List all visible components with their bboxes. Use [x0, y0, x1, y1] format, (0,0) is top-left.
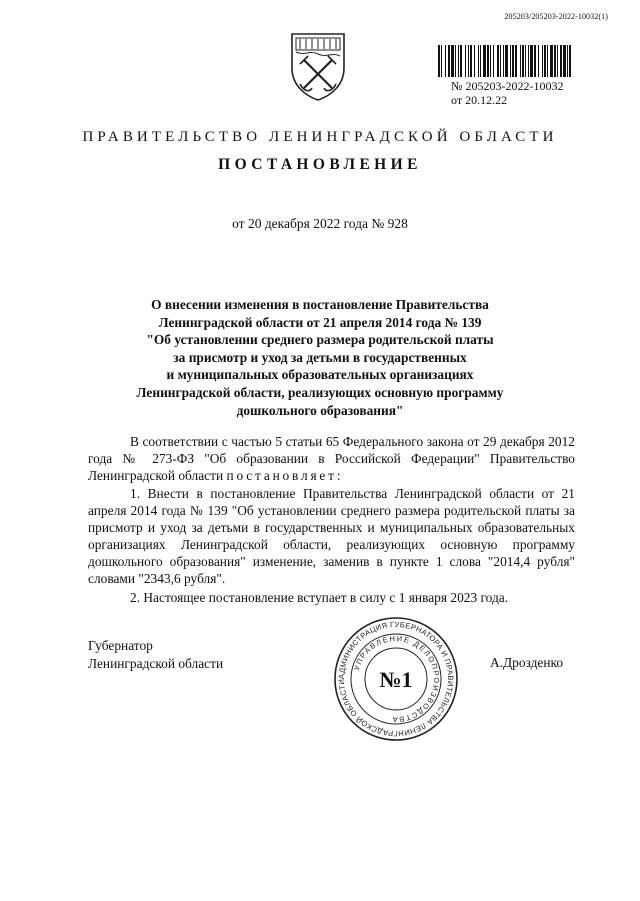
seal-number: №1: [379, 667, 413, 692]
barcode-bar: [538, 45, 539, 77]
document-subject: [80, 296, 560, 419]
barcode-bar: [554, 45, 556, 77]
item-1-text: 1. Внести в постановление Правительства Ленинградской области от 21 апреля 2014 года № 139 "Об установлении среднего размера родительской платы за присмотр и уход за детьми в государственных и муниципальных образовательных организациях Ленинградской области, реализующих основную программу дошкольного образования" изменение, заменив в пункте 1 слова "2014,4 рубля" словами "2343,6 рубля".: [88, 486, 575, 586]
barcode-bar: [497, 45, 499, 77]
barcode-bar: [458, 45, 459, 77]
barcode-bar: [563, 45, 566, 77]
barcode-bar: [569, 45, 571, 77]
item-2-paragraph: [88, 589, 575, 606]
barcode-bar: [567, 45, 568, 77]
barcode-bar: [512, 45, 514, 77]
barcode-bar: [465, 45, 466, 77]
subject-line: Ленинградской области, реализующих основную программу: [136, 384, 504, 400]
registration-stamp: [451, 79, 563, 107]
barcode-bar: [515, 45, 517, 77]
item-2-text: 2. Настоящее постановление вступает в силу с 1 января 2023 года.: [130, 590, 509, 605]
barcode-bar: [468, 45, 469, 77]
barcode-bar: [487, 45, 489, 77]
barcode-bar: [438, 45, 440, 77]
subject-line: дошкольного образования": [236, 402, 404, 418]
barcode-bar: [550, 45, 553, 77]
registration-date: от 20.12.22: [451, 93, 508, 107]
coat-of-arms-icon: [286, 30, 350, 102]
subject-line: "Об установлении среднего размера родительской платы: [146, 332, 494, 348]
authority-title: ПРАВИТЕЛЬСТВО ЛЕНИНГРАДСКОЙ ОБЛАСТИ: [82, 129, 558, 145]
barcode-bar: [483, 45, 486, 77]
subject-line: О внесении изменения в постановление Правительства: [151, 297, 489, 312]
barcode-bar: [522, 45, 524, 77]
barcode-bar: [451, 45, 454, 77]
document-type: ПОСТАНОВЛЕНИЕ: [218, 156, 422, 173]
barcode-bar: [528, 45, 529, 77]
subject-line: Ленинградской области от 21 апреля 2014 года № 139: [158, 314, 482, 330]
registration-number: № 205203-2022-10032: [451, 79, 564, 93]
item-1-paragraph: [88, 485, 575, 587]
barcode-icon: [438, 45, 573, 77]
seal-inner-text: УПРАВЛЕНИЕ ДЕЛОПРОИЗВОДСТВА: [352, 633, 442, 725]
barcode-bar: [510, 45, 511, 77]
barcode-bar: [460, 45, 462, 77]
signatory-position-line: Ленинградской области: [88, 656, 224, 671]
preamble-paragraph: [88, 433, 575, 484]
barcode-bar: [544, 45, 546, 77]
signatory-name: А.Дрозденко: [490, 655, 564, 670]
barcode-bar: [560, 45, 562, 77]
barcode-bar: [525, 45, 526, 77]
subject-line: и муниципальных образовательных организациях: [166, 367, 474, 383]
barcode-bar: [490, 45, 491, 77]
barcode-bar: [455, 45, 456, 77]
barcode-bar: [474, 45, 475, 77]
barcode-bar: [534, 45, 536, 77]
barcode-bar: [530, 45, 533, 77]
document-date-number: от 20 декабря 2022 года № 928: [232, 216, 408, 231]
barcode-bar: [542, 45, 543, 77]
barcode-bar: [445, 45, 446, 77]
signatory-position-line: Губернатор: [88, 638, 153, 653]
barcode-bar: [500, 45, 501, 77]
barcode-bar: [547, 45, 548, 77]
barcode-bar: [557, 45, 558, 77]
preamble-text: В соответствии с частью 5 статьи 65 Федерального закона от 29 декабря 2012 года № 273-ФЗ "Об образовании в Российской Федерации" Правительство Ленинградской области: [88, 434, 575, 483]
barcode-bar: [448, 45, 450, 77]
decree-word: постановляет:: [226, 468, 344, 483]
barcode-bar: [505, 45, 508, 77]
signatory-position: [88, 637, 223, 673]
barcode-bar: [520, 45, 521, 77]
official-seal: [332, 615, 460, 743]
seal-ring-text: АДМИНИСТРАЦИЯ ГУБЕРНАТОРА И ПРАВИТЕЛЬСТВА ЛЕНИНГРАДСКОЙ ОБЛАСТИ: [336, 619, 456, 739]
document-code: 205203/205203-2022-10032(1): [504, 12, 608, 21]
barcode-bar: [470, 45, 472, 77]
barcode-bar: [493, 45, 494, 77]
barcode-bar: [503, 45, 504, 77]
subject-line: за присмотр и уход за детьми в государственных: [173, 349, 467, 365]
barcode-bar: [441, 45, 442, 77]
barcode-bar: [478, 45, 479, 77]
barcode-bar: [480, 45, 481, 77]
